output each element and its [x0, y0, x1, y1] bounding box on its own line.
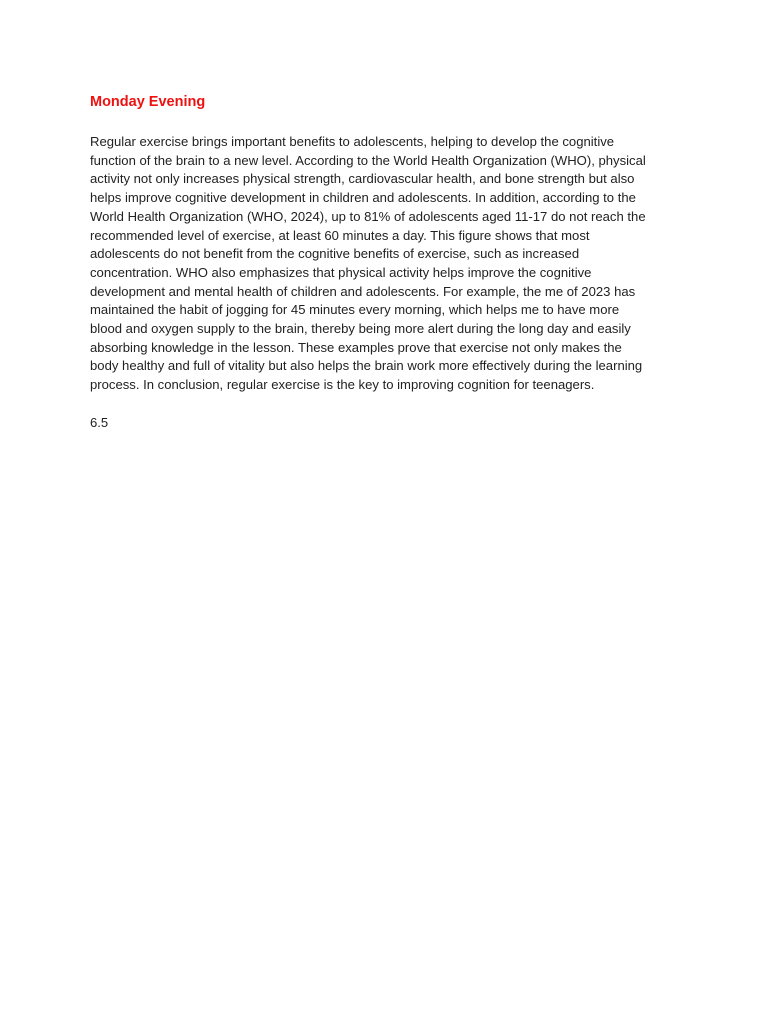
- document-heading: Monday Evening: [90, 94, 206, 110]
- paragraph-line: activity not only increases physical strength, cardiovascular health, and bone strength but also: [90, 171, 635, 187]
- score-value: 6.5: [90, 415, 109, 430]
- paragraph-line: maintained the habit of jogging for 45 minutes every morning, which helps me to have more: [90, 302, 620, 318]
- paragraph-line: helps improve cognitive development in children and adolescents. In addition, according to the: [90, 190, 636, 206]
- paragraph-line: World Health Organization (WHO, 2024), up to 81% of adolescents aged 11-17 do not reach the: [90, 208, 646, 224]
- paragraph-line: function of the brain to a new level. According to the World Health Organization (WHO), physical: [90, 152, 646, 168]
- essay-paragraph: [90, 133, 690, 395]
- paragraph-line: recommended level of exercise, at least 60 minutes a day. This figure shows that most: [90, 227, 590, 243]
- paragraph-line: Regular exercise brings important benefits to adolescents, helping to develop the cognitive: [90, 134, 615, 149]
- paragraph-line: process. In conclusion, regular exercise is the key to improving cognition for teenagers.: [90, 377, 595, 393]
- paragraph-line: concentration. WHO also emphasizes that physical activity helps improve the cognitive: [90, 264, 592, 280]
- paragraph-line: adolescents do not benefit from the cognitive benefits of exercise, such as increased: [90, 246, 580, 262]
- paragraph-line: development and mental health of children and adolescents. For example, the me of 2023 has: [90, 283, 636, 299]
- paragraph-line: blood and oxygen supply to the brain, thereby being more alert during the long day and easily: [90, 321, 631, 337]
- paragraph-line: absorbing knowledge in the lesson. These examples prove that exercise not only makes the: [90, 339, 622, 355]
- paragraph-line: body healthy and full of vitality but also helps the brain work more effectively during the learning: [90, 358, 643, 374]
